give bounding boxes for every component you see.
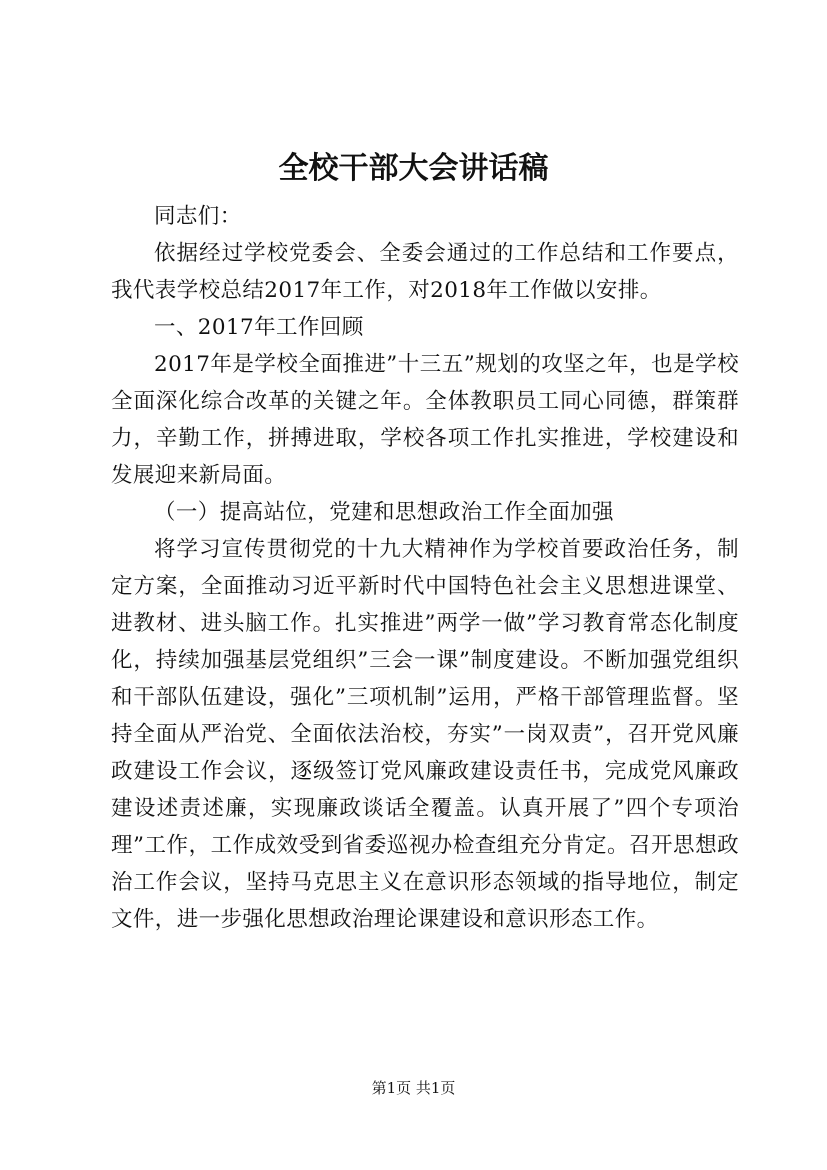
subsection-heading: （一）提高站位，党建和思想政治工作全面加强: [154, 500, 614, 525]
salutation-paragraph: 同志们：: [154, 204, 242, 229]
section-heading: 一、2017年工作回顾: [154, 315, 364, 340]
intro-paragraph: 依据经过学校党委会、全委会通过的工作总结和工作要点，我代表学校总结2017年工作，对2018年工作做以安排。: [111, 241, 739, 303]
page-number-label: 第1页 共1页: [371, 1079, 456, 1097]
page-footer: [0, 1077, 827, 1099]
party-building-paragraph: 将学习宣传贯彻党的十九大精神作为学校首要政治任务，制定方案，全面推动习近平新时代中国特色社会主义思想进课堂、进教材、进头脑工作。扎实推进”两学一做”学习教育常态化制度化，持续加强基层党组织”三会一课”制度建设。不断加强党组织和干部队伍建设，强化”三项机制”运用，严格干部管理监督。坚持全面从严治党、全面依法治校，夯实”一岗双责”，召开党风廉政建设工作会议，逐级签订党风廉政建设责任书，完成党风廉政建设述责述廉，实现廉政谈话全覆盖。认真开展了”四个专项治理”工作，工作成效受到省委巡视办检查组充分肯定。召开思想政治工作会议，坚持马克思主义在意识形态领域的指导地位，制定文件，进一步强化思想政治理论课建设和意识形态工作。: [111, 537, 739, 932]
overview-paragraph: 2017年是学校全面推进”十三五”规划的攻坚之年，也是学校全面深化综合改革的关键之年。全体教职员工同心同德，群策群力，辛勤工作，拼搏进取，学校各项工作扎实推进，学校建设和发展迎来新局面。: [111, 352, 739, 488]
document-title: 全校干部大会讲话稿: [278, 151, 549, 186]
document-body: [111, 198, 739, 938]
